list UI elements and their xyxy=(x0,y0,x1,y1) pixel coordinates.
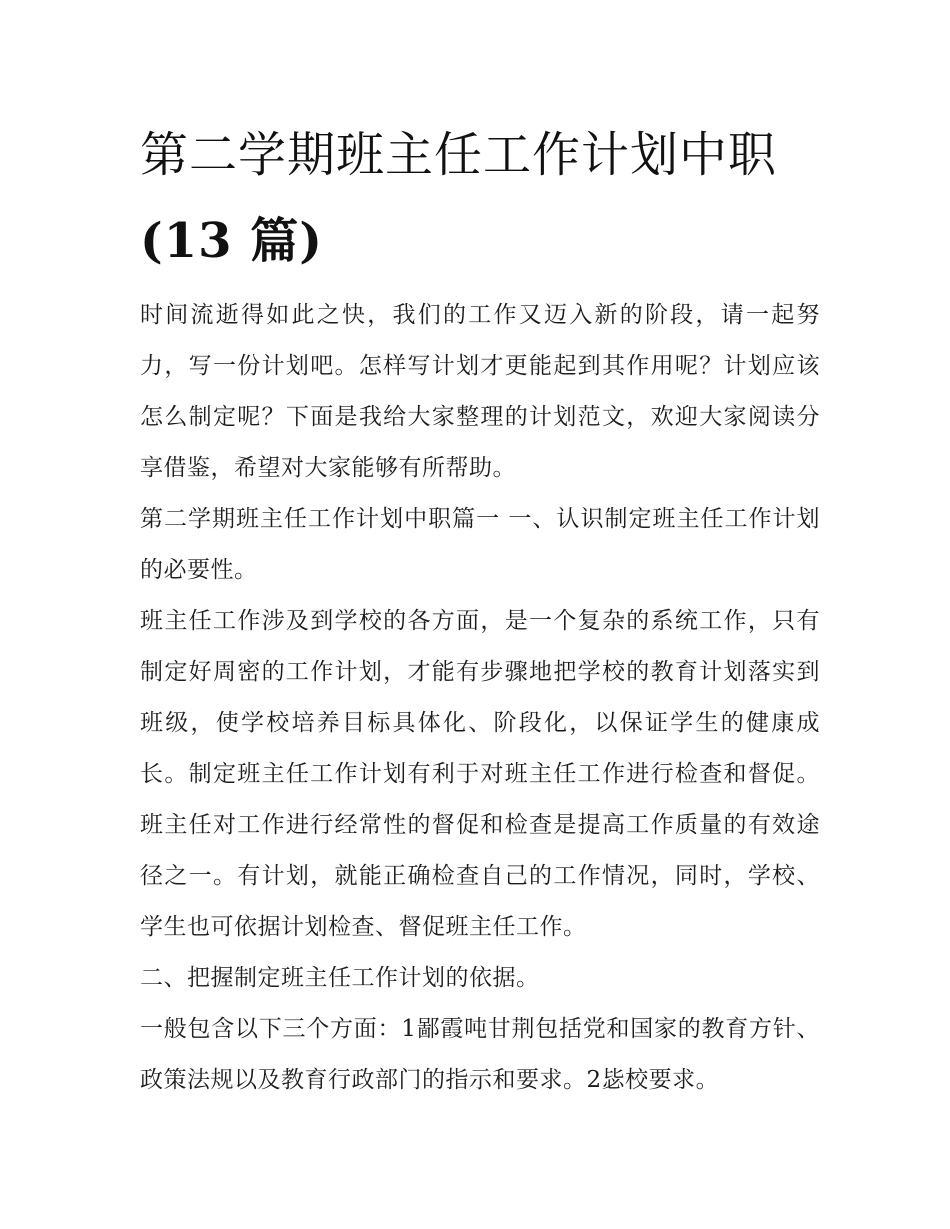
body-paragraph: 班主任工作涉及到学校的各方面，是一个复杂的系统工作，只有制定好周密的工作计划，才能有步骤地把学校的教育计划落实到班级，使学校培养目标具体化、阶段化，以保证学生的健康成长。制定班主任工作计划有利于对班主任工作进行检查和督促。班主任对工作进行经常性的督促和检查是提高工作质量的有效途径之一。有计划，就能正确检查自己的工作情况，同时，学校、学生也可依据计划检查、督促班主任工作。 xyxy=(140,608,820,940)
title-count: (13 篇) xyxy=(140,213,323,269)
document-title xyxy=(140,112,820,284)
document-body xyxy=(140,290,820,1106)
body-paragraph: 一般包含以下三个方面：1鄙霞吨甘荆包括党和国家的教育方针、政策法规以及教育行政部门的指示和要求。2毖校要求。 xyxy=(140,1016,820,1093)
title-main: 第二学期班主任工作计划中职 xyxy=(140,127,778,183)
section-heading-2: 二、把握制定班主任工作计划的依据。 xyxy=(140,965,540,991)
section-heading-1: 第二学期班主任工作计划中职篇一 一、认识制定班主任工作计划的必要性。 xyxy=(140,506,820,583)
intro-paragraph: 时间流逝得如此之快，我们的工作又迈入新的阶段，请一起努力，写一份计划吧。怎样写计划才更能起到其作用呢？计划应该怎么制定呢？下面是我给大家整理的计划范文，欢迎大家阅读分享借鉴，希望对大家能够有所帮助。 xyxy=(140,302,820,481)
document-page xyxy=(140,112,820,1106)
